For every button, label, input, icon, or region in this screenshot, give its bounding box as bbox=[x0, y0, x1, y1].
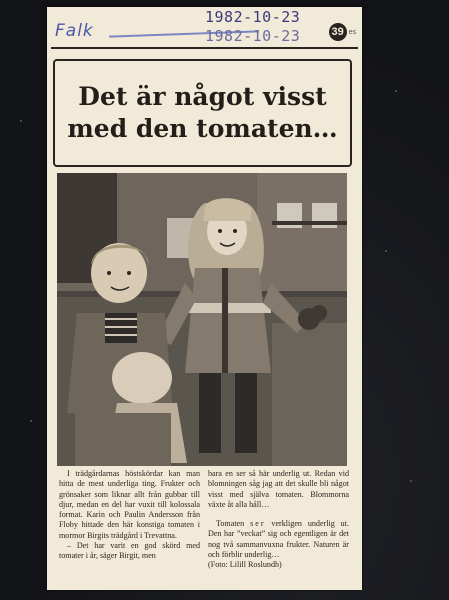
handwritten-date-repeat: 1982-10-23 bbox=[205, 27, 301, 45]
article-photo bbox=[57, 173, 347, 466]
article-paragraph: – Det har varit en god skörd med tomater i år, säger Birgit, men bbox=[59, 541, 200, 561]
dust-speck bbox=[385, 250, 387, 252]
dust-speck bbox=[30, 420, 32, 422]
headline-line-1: Det är något visst bbox=[78, 82, 327, 111]
page-number-suffix: es bbox=[348, 28, 356, 36]
paragraph-rest: verkligen underlig ut. Den har ”veckat” sig och egentligen är det nog två sammanvuxna frukter. Naturen är och förblir underlig… bbox=[208, 519, 349, 560]
dust-speck bbox=[395, 90, 397, 92]
paragraph-lead: Tomaten bbox=[216, 519, 245, 529]
lawn-light bbox=[272, 323, 347, 466]
right-building bbox=[257, 173, 347, 303]
page-number-value: 39 bbox=[329, 23, 347, 41]
article-paragraph: I trädgårdarnas höstskördar kan man hitta de mest underliga ting. Frukter och grönsaker som liknar allt från gubbar till djur, medan en del har vuxit till kolossala format. Karin och Paulin Andersson från Floby hittade den här konstiga tomaten i mormor Birgits trädgård i Trevattna. bbox=[59, 469, 200, 540]
article-paragraph bbox=[208, 519, 349, 560]
headline-box bbox=[53, 59, 352, 167]
page-number bbox=[329, 23, 356, 41]
article-column-2 bbox=[208, 469, 349, 571]
headline-line-2: med den tomaten… bbox=[67, 114, 338, 143]
newspaper-clipping bbox=[47, 7, 362, 590]
article-body bbox=[59, 469, 349, 571]
dust-speck bbox=[410, 480, 412, 482]
handwritten-date: 1982-10-23 bbox=[205, 8, 301, 26]
article-paragraph: bara en ser så här underlig ut. Redan vid blomningen såg jag att det skulle bli något visst med själva tomaten. Blommorna växte åt alla håll… bbox=[208, 469, 349, 509]
awning bbox=[272, 221, 347, 225]
photo-credit: (Foto: Lilill Roslundh) bbox=[208, 560, 282, 570]
handwritten-source: Falk bbox=[55, 21, 94, 41]
spaced-word: ser bbox=[250, 519, 266, 529]
photo-illustration bbox=[57, 173, 347, 466]
article-column-1 bbox=[59, 469, 200, 571]
header-rule bbox=[51, 47, 358, 49]
dust-speck bbox=[20, 120, 22, 122]
